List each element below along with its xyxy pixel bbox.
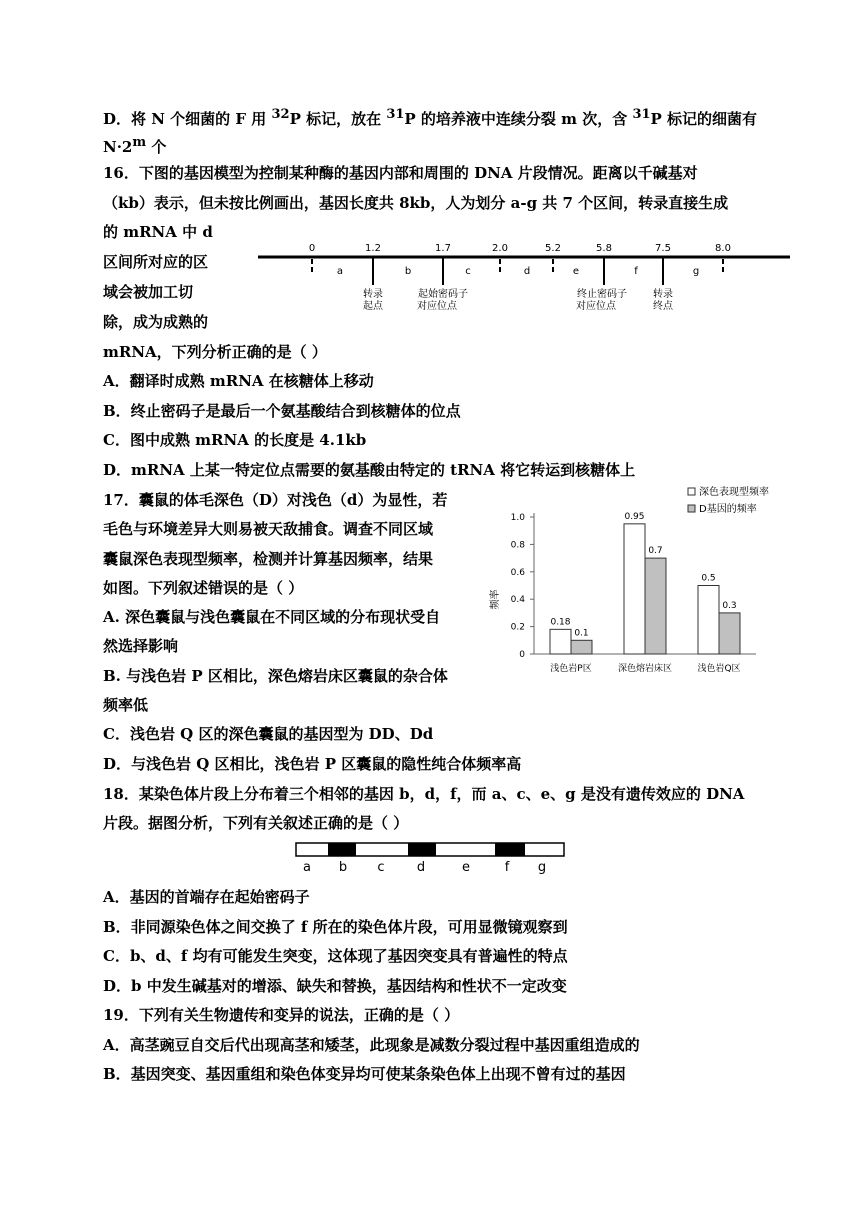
bar-chart	[482, 483, 782, 688]
y-tick-label: 0.2	[510, 622, 525, 633]
bar-d-allele-2	[719, 613, 740, 654]
q16-stem-line3: 的 mRNA 中 d	[103, 223, 213, 241]
q16-option-d: D．mRNA 上某一特定位点需要的氨基酸由特定的 tRNA 将它转运到核糖体上	[103, 461, 636, 479]
label-start-codon-2: 对应位点	[417, 301, 457, 312]
q16-stem-line2: （kb）表示，但未按比例画出，基因长度共 8kb，人为划分 a-g 共 7 个区间，转录直接生成	[103, 194, 729, 212]
q19-option-a: A．高茎豌豆自交后代出现高茎和矮茎，此现象是减数分裂过程中基因重组造成的	[103, 1036, 640, 1054]
region-f: f	[634, 266, 638, 277]
pos-0: 0	[308, 243, 316, 254]
q17-stem-line1: 17．囊鼠的体毛深色（D）对浅色（d）为显性，若	[103, 491, 448, 509]
q16-stem-line6: 除，成为成熟的	[103, 313, 209, 331]
bar-dark-phenotype-2	[698, 586, 719, 655]
x-tick-label: 浅色岩P区	[550, 664, 592, 674]
label-tss-2: 起点	[363, 301, 383, 312]
y-tick-label: 0	[519, 650, 525, 660]
q16-stem-line5: 域会被加工切	[103, 283, 194, 301]
region-a: a	[336, 266, 344, 277]
q18-option-b: B．非同源染色体之间交换了 f 所在的染色体片段，可用显微镜观察到	[103, 918, 568, 936]
bar-d-allele-1	[645, 558, 666, 654]
q17-stem-line4: 如图。下列叙述错误的是（ ）	[103, 579, 304, 597]
segment-e: e	[462, 860, 470, 875]
gene-model-diagram	[250, 235, 795, 320]
region-g: g	[692, 266, 700, 277]
region-d: d	[523, 266, 531, 277]
legend-label: 深色表现型频率	[699, 487, 769, 498]
chromosome-segment-diagram	[290, 838, 575, 878]
bar-dark-phenotype-1	[624, 524, 645, 654]
data-label: 0.1	[574, 628, 589, 639]
pos-1-2: 1.2	[365, 243, 381, 254]
q18-option-c: C．b、d、f 均有可能发生突变，这体现了基因突变具有普遍性的特点	[103, 947, 568, 965]
segment-f: f	[504, 860, 510, 875]
y-tick-label: 0.4	[510, 595, 525, 606]
region-b: b	[404, 266, 412, 277]
q16-stem-line4: 区间所对应的区	[103, 253, 209, 271]
q16-option-c: C．图中成熟 mRNA 的长度是 4.1kb	[103, 431, 367, 449]
label-tes-2: 终点	[653, 301, 673, 312]
q17-stem-line3: 囊鼠深色表现型频率，检测并计算基因频率，结果	[103, 550, 434, 568]
y-tick-label: 0.6	[510, 567, 525, 578]
segment-g: g	[537, 860, 547, 875]
x-tick-label: 浅色岩Q区	[697, 664, 741, 674]
q18-stem-line1: 18．某染色体片段上分布着三个相邻的基因 b，d，f，而 a、c、e、g 是没有遗传效应的 DNA	[103, 785, 745, 803]
data-label: 0.3	[722, 600, 737, 611]
pos-8-0: 8.0	[715, 243, 731, 254]
legend-swatch	[688, 505, 695, 512]
label-stop-codon-1: 终止密码子	[577, 289, 627, 300]
region-e: e	[572, 266, 580, 277]
segment-b: b	[338, 860, 348, 875]
label-start-codon-1: 起始密码子	[418, 289, 468, 300]
q17-option-b-line1: B. 与浅色岩 P 区相比，深色熔岩床区囊鼠的杂合体	[103, 667, 448, 685]
pos-2-0: 2.0	[492, 243, 508, 254]
y-tick-label: 0.8	[510, 540, 525, 551]
gene-d-block	[408, 843, 436, 856]
q17-option-a-line1: A. 深色囊鼠与浅色囊鼠在不同区域的分布现状受自	[103, 608, 441, 626]
q19-stem: 19．下列有关生物遗传和变异的说法，正确的是（ ）	[103, 1006, 460, 1024]
q16-stem-line1: 16．下图的基因模型为控制某种酶的基因内部和周围的 DNA 片段情况。距离以千碱基对	[103, 164, 698, 182]
q15-option-d-line1: D．将 N 个细菌的 F 用 $^{32}$P 标记，放在 $^{31}$P 的培养液中连续分裂 m 次，含 $^{31}$P 标记的细菌有	[103, 107, 758, 128]
data-label: 0.18	[550, 617, 571, 628]
bar-d-allele-0	[571, 640, 592, 654]
q18-option-a: A．基因的首端存在起始密码子	[103, 888, 310, 906]
q19-option-b: B．基因突变、基因重组和染色体变异均可使某条染色体上出现不曾有过的基因	[103, 1065, 626, 1083]
pos-7-5: 7.5	[655, 243, 671, 254]
q17-option-c: C．浅色岩 Q 区的深色囊鼠的基因型为 DD、Dd	[103, 725, 434, 743]
pos-1-7: 1.7	[435, 243, 451, 254]
label-tes-1: 转录	[653, 289, 673, 300]
legend-swatch	[688, 488, 695, 495]
pos-5-8: 5.8	[596, 243, 612, 254]
region-c: c	[465, 266, 471, 277]
data-label: 0.7	[648, 546, 663, 557]
y-tick-label: 1.0	[510, 513, 525, 523]
q17-stem-line2: 毛色与环境差异大则易被天敌捕食。调查不同区域	[103, 520, 434, 538]
q17-option-b-line2: 频率低	[103, 696, 149, 714]
q17-option-d: D．与浅色岩 Q 区相比，浅色岩 P 区囊鼠的隐性纯合体频率高	[103, 755, 522, 773]
q18-stem-line2: 片段。据图分析，下列有关叙述正确的是（ ）	[103, 814, 409, 832]
segment-c: c	[377, 860, 385, 875]
segment-d: d	[416, 860, 426, 875]
label-stop-codon-2: 对应位点	[576, 301, 616, 312]
y-axis-label: 频率	[490, 589, 501, 610]
q15-option-d-line2: $N\cdot 2^m$ 个	[103, 135, 167, 156]
q18-option-d: D．b 中发生碱基对的增添、缺失和替换，基因结构和性状不一定改变	[103, 977, 567, 995]
label-tss-1: 转录	[363, 289, 383, 300]
segment-a: a	[303, 860, 311, 875]
gene-b-block	[328, 843, 356, 856]
data-label: 0.95	[624, 511, 645, 522]
legend-label: D基因的频率	[699, 504, 757, 515]
pos-5-2: 5.2	[545, 243, 561, 254]
q16-option-a: A．翻译时成熟 mRNA 在核糖体上移动	[103, 372, 374, 390]
q17-option-a-line2: 然选择影响	[103, 637, 179, 655]
gene-f-block	[495, 843, 525, 856]
x-tick-label: 深色熔岩床区	[617, 664, 673, 674]
q16-option-b: B．终止密码子是最后一个氨基酸结合到核糖体的位点	[103, 402, 461, 420]
q16-stem-line7: mRNA，下列分析正确的是（ ）	[103, 343, 327, 361]
bar-dark-phenotype-0	[550, 629, 571, 654]
data-label: 0.5	[701, 573, 716, 584]
